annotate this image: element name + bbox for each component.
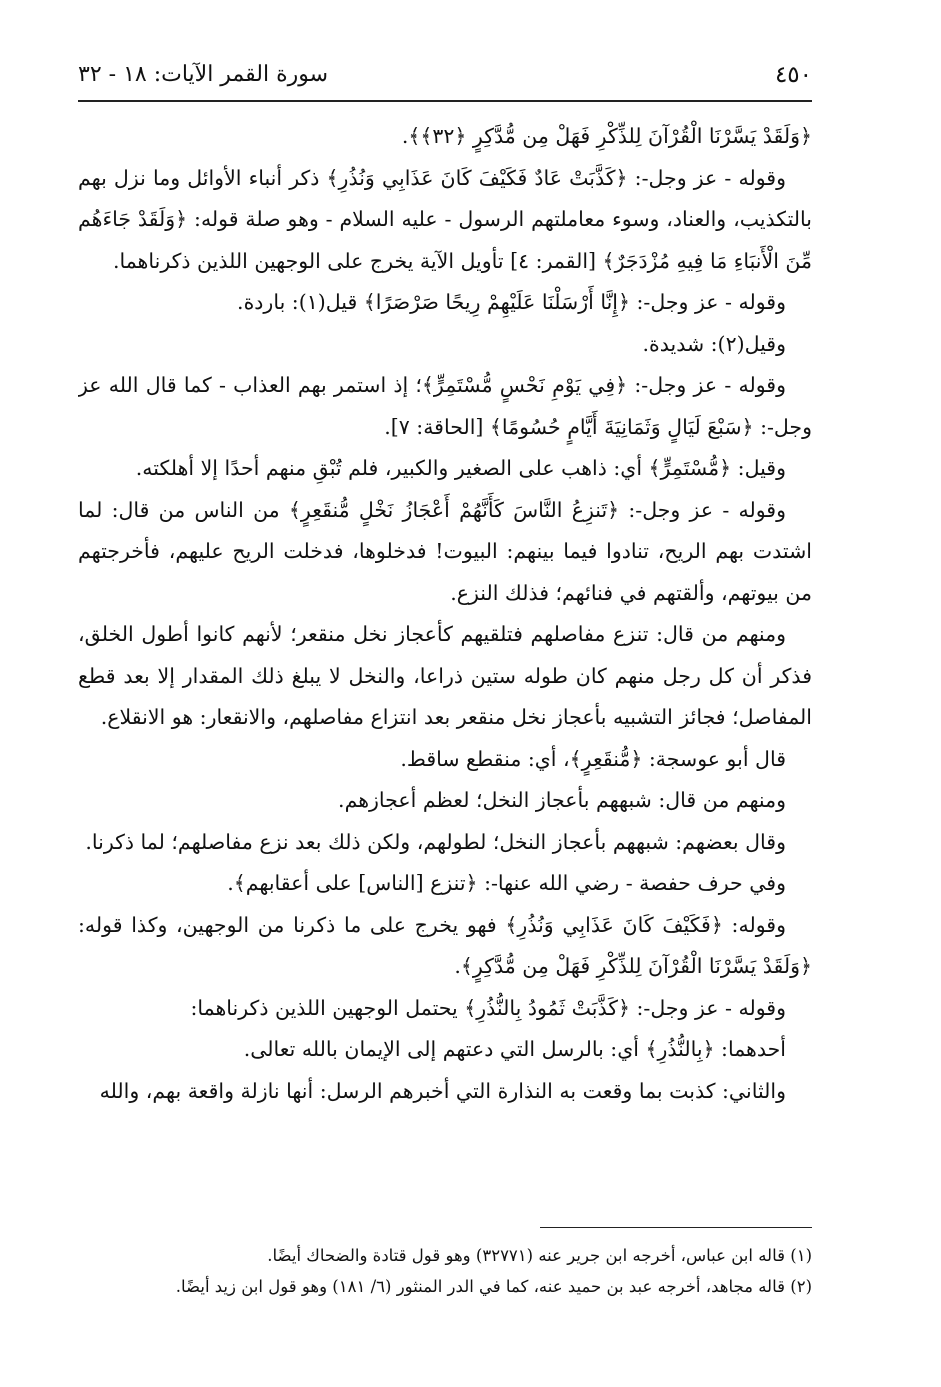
footnote: (١) قاله ابن عباس، أخرجه ابن جرير عنه (٣٢٧٧١) وهو قول قتادة والضحاك أيضًا. [267,1246,812,1265]
paragraph: أحدهما: ﴿بِالنُّذُرِ﴾ أي: بالرسل التي دعتهم إلى الإيمان بالله تعالى. [243,1037,786,1061]
header-divider [78,100,812,102]
main-text [78,116,812,1216]
running-title: سورة القمر الآيات: ١٨ - ٣٢ [78,62,329,87]
paragraph: ومنهم من قال: تنزع مفاصلهم فتلقيهم كأعجاز نخل منقعر؛ لأنهم كانوا أطول الخلق، فذكر أن كل رجل منهم كان طوله ستين ذراعا، والنخل لا يبلغ ذلك المقدار إلا بعد قطع المفاصل؛ فجائز التشبيه بأعجاز نخل منقعر بعد انتزاع مفاصلهم، والانقعار: هو الانقلاع. [78,622,812,729]
paragraph: وقيل: ﴿مُّسْتَمِرٍّ﴾ أي: ذاهب على الصغير والكبير، فلم تُبْقِ منهم أحدًا إلا أهلكته. [135,456,786,480]
paragraph: وقوله - عز وجل-: ﴿تَنزِعُ النَّاسَ كَأَنَّهُمْ أَعْجَازُ نَخْلٍ مُّنقَعِرٍ﴾ من الناس من قال: لما اشتدت بهم الريح، تنادوا فيما بينهم: البيوت! فدخلوها، فدخلت الريح عليهم، فأخرجتهم من بيوتهم، وألقتهم في فنائهم؛ فذلك النزع. [78,497,812,605]
paragraph: وقوله - عز وجل-: ﴿إِنَّا أَرْسَلْنَا عَلَيْهِمْ رِيحًا صَرْصَرًا﴾ قيل(١): باردة. [237,290,786,314]
paragraph: وقوله - عز وجل-: ﴿فِي يَوْمِ نَحْسٍ مُّسْتَمِرٍّ﴾؛ إذ استمر بهم العذاب - كما قال الله عز وجل-: ﴿سَبْعَ لَيَالٍ وَثَمَانِيَةَ أَيَّامٍ حُسُومًا﴾ [الحاقة: ٧]. [78,373,812,439]
paragraph: وقوله - عز وجل-: ﴿كَذَّبَتْ ثَمُودُ بِالنُّذُرِ﴾ يحتمل الوجهين اللذين ذكرناهما: [190,995,786,1020]
paragraph: ﴿وَلَقَدْ يَسَّرْنَا الْقُرْآنَ لِلذِّكْرِ فَهَلْ مِن مُّدَّكِرٍ ﴿٣٢﴾﴾. [401,124,812,148]
paragraph: وقوله: ﴿فَكَيْفَ كَانَ عَذَابِي وَنُذُرِ﴾ فهو يخرج على ما ذكرنا من الوجهين، وكذا قوله: ﴿وَلَقَدْ يَسَّرْنَا الْقُرْآنَ لِلذِّكْرِ فَهَلْ مِن مُّدَّكِرٍ﴾. [78,912,812,978]
paragraph: قال أبو عوسجة: ﴿مُّنقَعِرٍ﴾، أي: منقطع ساقط. [400,746,786,771]
page-header [78,58,812,100]
paragraph: وقوله - عز وجل-: ﴿كَذَّبَتْ عَادٌ فَكَيْفَ كَانَ عَذَابِي وَنُذُرِ﴾ ذكر أنباء الأوائل وما نزل بهم بالتكذيب، والعناد، وسوء معاملتهم الرسول - عليه السلام - وهو صلة قوله: ﴿وَلَقَدْ جَاءَهُم مِّنَ الْأَنبَاءِ مَا فِيهِ مُزْدَجَرٌ﴾ [القمر: ٤] تأويل الآية يخرج على الوجهين اللذين ذكرناهما. [78,165,812,273]
paragraph: وقال بعضهم: شبههم بأعجاز النخل؛ لطولهم، ولكن ذلك بعد نزع مفاصلهم؛ لما ذكرنا. [85,829,786,854]
paragraph: وفي حرف حفصة - رضي الله عنها-: ﴿تنزع [الناس] على أعقابهم﴾. [227,871,786,895]
footnote-divider [540,1227,812,1228]
paragraph: والثاني: كذبت بما وقعت به النذارة التي أخبرهم الرسل: أنها نازلة واقعة بهم، والله [99,1078,786,1103]
paragraph: ومنهم من قال: شبههم بأعجاز النخل؛ لعظم أعجازهم. [338,788,786,812]
footnote: (٢) قاله مجاهد، أخرجه عبد بن حميد عنه، كما في الدر المنثور (٦/ ١٨١) وهو قول ابن زيد أيضًا. [175,1277,812,1296]
page-number: ٤٥٠ [774,62,812,88]
paragraph: وقيل(٢): شديدة. [642,331,786,356]
footnotes [78,1240,812,1302]
